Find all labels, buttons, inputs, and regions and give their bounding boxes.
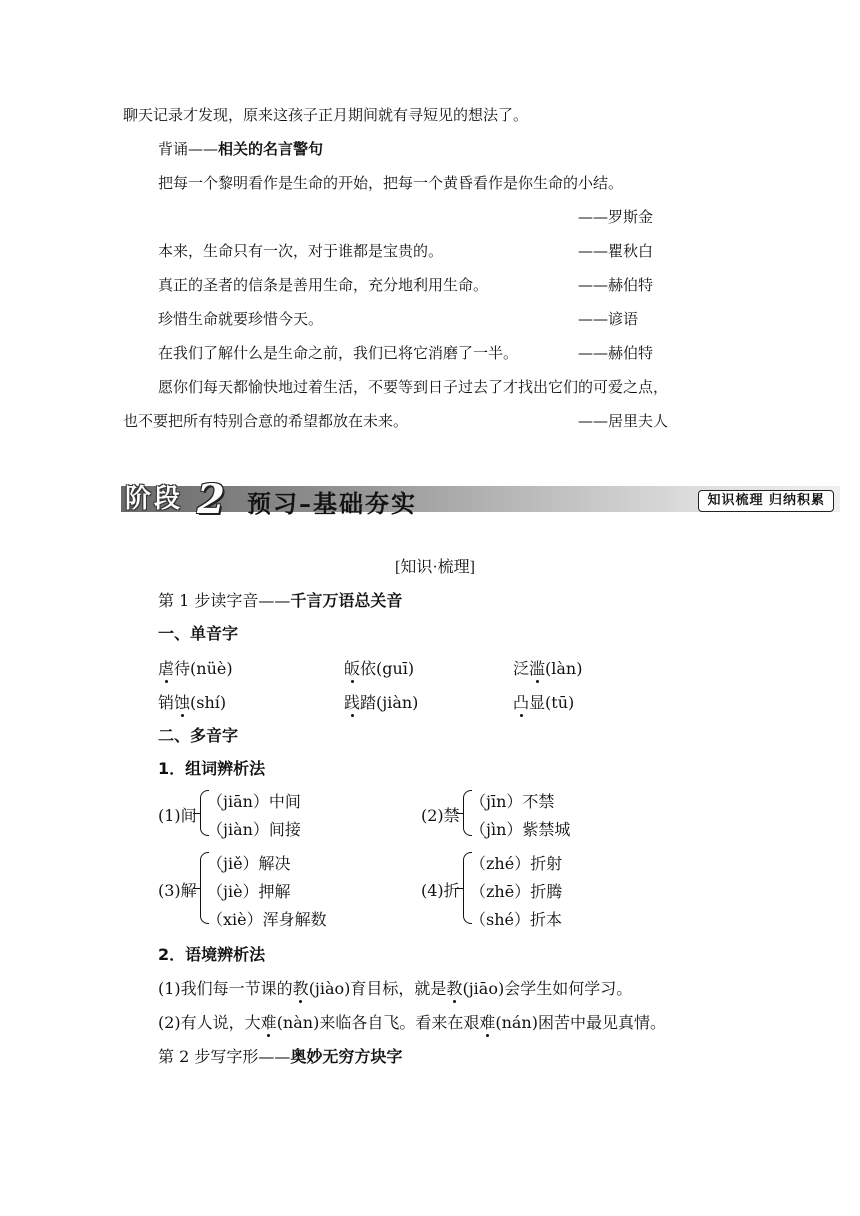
single-item xyxy=(513,690,574,713)
dotted-char: 践 xyxy=(344,693,361,712)
quote-text: 在我们了解什么是生命之前，我们已将它消磨了一半。 xyxy=(158,344,519,362)
quote-text: 珍惜生命就要珍惜今天。 xyxy=(158,310,324,328)
context-sentence xyxy=(158,976,632,999)
stage-label: 阶段 xyxy=(125,484,184,514)
group-label: (3)解 xyxy=(158,881,197,900)
seg: (nàn)来临各自飞。看来在艰 xyxy=(276,1013,480,1032)
banner-title: 预习–基础夯实 xyxy=(247,489,417,518)
quote-author: ——居里夫人 xyxy=(578,412,669,430)
section-heading: [知识·梳理] xyxy=(395,559,475,576)
single-heading: 一、单音字 xyxy=(158,624,239,643)
dotted-char: 难 xyxy=(479,1013,496,1032)
seg: (1)我们每一节课的 xyxy=(158,979,293,998)
group-item: （jiě）解决 xyxy=(207,854,291,873)
seg: (jiào)育目标，就是 xyxy=(308,979,447,998)
quotes-heading-bold: 相关的名言警句 xyxy=(218,140,324,158)
pre: 泛 xyxy=(513,659,530,678)
intro-line: 聊天记录才发现，原来这孩子正月期间就有寻短见的想法了。 xyxy=(123,106,529,124)
quote-text: 本来，生命只有一次，对于谁都是宝贵的。 xyxy=(158,242,444,260)
dotted-char: 凸 xyxy=(513,693,530,712)
banner-tag: 知识梳理 归纳积累 xyxy=(698,490,834,512)
single-item xyxy=(158,690,226,713)
stage-banner xyxy=(121,476,840,523)
context-sentence xyxy=(158,1010,666,1033)
step2-bold: 奥妙无穷方块字 xyxy=(290,1047,403,1066)
stage-number: 2 xyxy=(197,476,225,523)
group-item: （jiè）押解 xyxy=(207,882,291,901)
post: 踏(jiàn) xyxy=(360,693,419,712)
post: (shí) xyxy=(190,693,227,712)
quotes-heading xyxy=(158,138,323,159)
quote-author: ——瞿秋白 xyxy=(578,242,654,260)
dotted-char: 教 xyxy=(292,979,309,998)
post: 依(guī) xyxy=(360,659,415,678)
dotted-char: 难 xyxy=(260,1013,277,1032)
step1-prefix: 第 1 步读字音—— xyxy=(158,591,291,610)
dotted-char: 皈 xyxy=(344,659,361,678)
quote-text-continued: 也不要把所有特别合意的希望都放在未来。 xyxy=(123,412,409,430)
quote-author: ——赫伯特 xyxy=(578,344,654,362)
pre: 销 xyxy=(158,693,175,712)
step1-heading xyxy=(158,588,402,611)
group-item: （shé）折本 xyxy=(470,910,562,929)
single-item xyxy=(344,690,418,713)
dotted-char: 虐 xyxy=(158,659,175,678)
quote-text: 愿你们每天都愉快地过着生活，不要等到日子过去了才找出它们的可爱之点， xyxy=(158,378,669,396)
quote-author: ——罗斯金 xyxy=(578,208,654,226)
quote-text: 真正的圣者的信条是善用生命，充分地利用生命。 xyxy=(158,276,489,294)
seg: (2)有人说，大 xyxy=(158,1013,261,1032)
quote-text: 把每一个黎明看作是生命的开始，把每一个黄昏看作是你生命的小结。 xyxy=(158,174,624,192)
quotes-heading-prefix: 背诵—— xyxy=(158,140,219,158)
group-item: （jiàn）间接 xyxy=(207,820,301,839)
seg: (nán)困苦中最见真情。 xyxy=(495,1013,666,1032)
group-item: （zhé）折射 xyxy=(470,854,563,873)
method2-heading: 2．语境辨析法 xyxy=(158,945,266,964)
quote-author: ——谚语 xyxy=(578,310,639,328)
dotted-char: 教 xyxy=(446,979,463,998)
group-item: （zhē）折腾 xyxy=(470,882,563,901)
post: (làn) xyxy=(545,659,583,678)
group-item: （jìn）紫禁城 xyxy=(470,820,571,839)
group-item: （xiè）浑身解数 xyxy=(207,910,327,929)
single-item xyxy=(513,656,582,679)
method1-heading: 1．组词辨析法 xyxy=(158,759,266,778)
step2-heading xyxy=(158,1044,402,1067)
dotted-char: 蚀 xyxy=(174,693,191,712)
dotted-char: 滥 xyxy=(529,659,546,678)
step2-prefix: 第 2 步写字形—— xyxy=(158,1047,291,1066)
group-label: (4)折 xyxy=(421,881,460,900)
single-item xyxy=(344,656,414,679)
step1-bold: 千言万语总关音 xyxy=(290,591,403,610)
seg: (jiāo)会学生如何学习。 xyxy=(462,979,633,998)
group-label: (2)禁 xyxy=(421,806,460,825)
single-item xyxy=(158,656,233,679)
quote-author: ——赫伯特 xyxy=(578,276,654,294)
group-label: (1)间 xyxy=(158,806,197,825)
group-item: （jiān）中间 xyxy=(207,792,301,811)
post: 待(nüè) xyxy=(174,659,233,678)
post: 显(tū) xyxy=(529,693,575,712)
group-item: （jīn）不禁 xyxy=(470,792,555,811)
multi-heading: 二、多音字 xyxy=(158,726,239,745)
